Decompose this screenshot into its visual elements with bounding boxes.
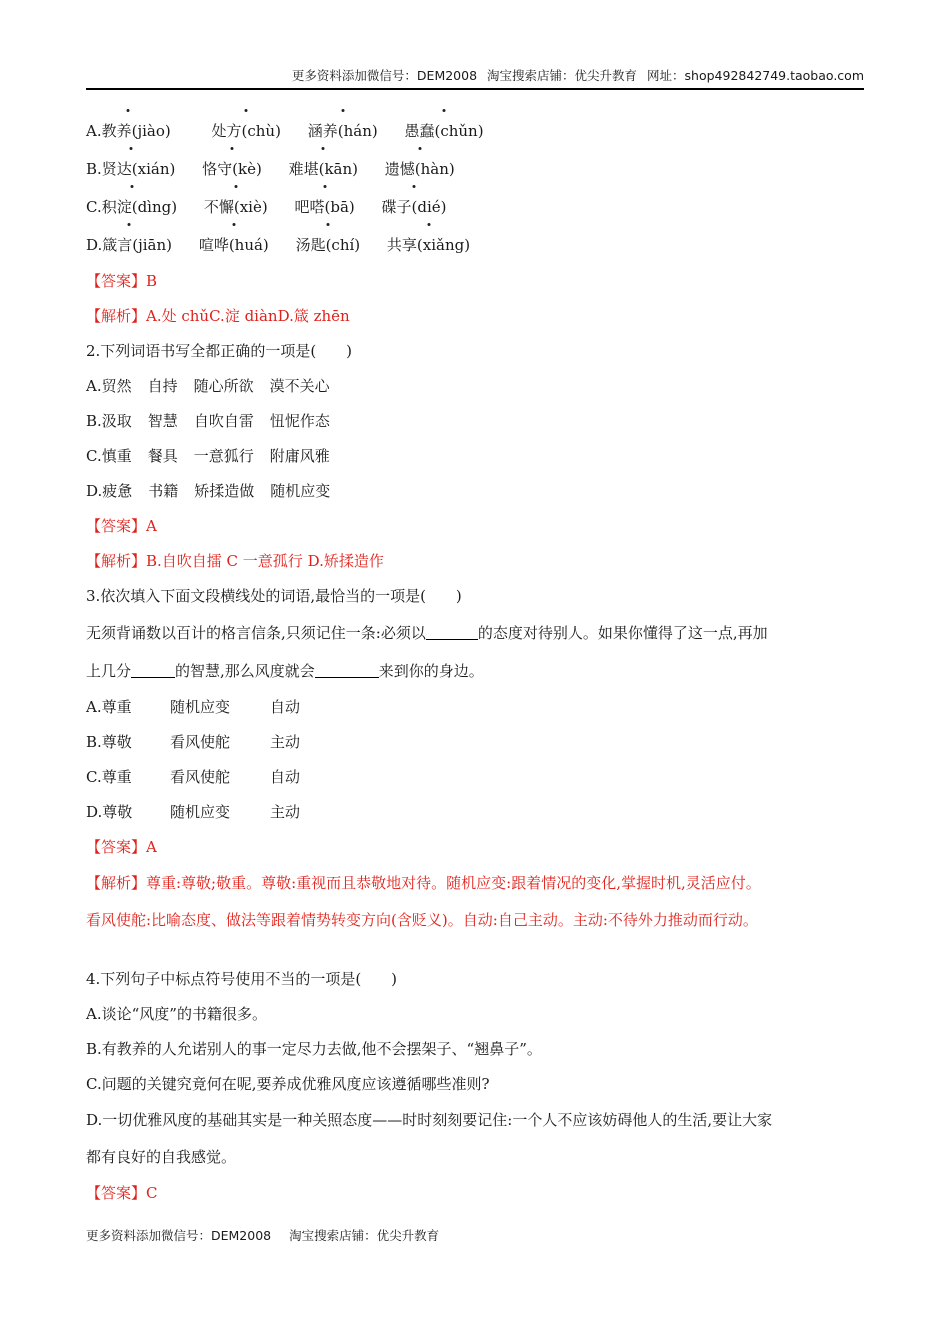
q3-option-a [86, 690, 866, 725]
q4-option-a: A.谈论“风度”的书籍很多。 [86, 1005, 267, 1023]
q1-b-word-2: 恪守(kè) [202, 150, 262, 188]
q2-a-1: A.贸然 [86, 377, 132, 395]
q1-option-b [86, 150, 866, 188]
q3-passage-part-4: 的智慧,那么风度就会 [175, 662, 315, 680]
q2-option-b [86, 404, 866, 439]
q2-a-3: 随心所欲 [193, 377, 254, 395]
q1-b-word-1: B.贤达(xián) [86, 150, 175, 188]
q3-option-d [86, 795, 866, 830]
q3-b-3: 主动 [270, 733, 301, 751]
q4-question: 4.下列句子中标点符号使用不当的一项是( ) [86, 970, 398, 988]
q4-option-d-line-2: 都有良好的自我感觉。 [86, 1148, 237, 1166]
q2-d-4: 随机应变 [270, 482, 331, 500]
q3-b-1: B.尊敬 [86, 733, 132, 751]
q3-answer: 【答案】A [86, 838, 157, 856]
page-footer [86, 1226, 453, 1244]
q3-a-3: 自动 [270, 698, 301, 716]
q1-c-word-3: 吧嗒(bā) [294, 188, 354, 226]
q2-option-d [86, 474, 866, 509]
q2-question: 2.下列词语书写全都正确的一项是( ) [86, 342, 353, 360]
main-content [86, 112, 866, 1211]
q2-a-2: 自持 [147, 377, 178, 395]
q3-passage-part-5: 来到你的身边。 [378, 662, 484, 680]
q2-b-3: 自吹自雷 [193, 412, 254, 430]
q3-blank-1[interactable] [426, 625, 478, 640]
q3-c-2: 看风使舵 [170, 768, 231, 786]
q3-a-2: 随机应变 [170, 698, 231, 716]
q1-c-word-2: 不懈(xiè) [204, 188, 268, 226]
q1-d-word-1: D.箴言(jiān) [86, 226, 172, 264]
q2-analysis: 【解析】B.自吹自擂 C 一意孤行 D.矫揉造作 [86, 552, 384, 570]
q1-d-word-3: 汤匙(chí) [296, 226, 361, 264]
q2-answer: 【答案】A [86, 517, 157, 535]
q3-d-2: 随机应变 [170, 803, 231, 821]
q1-answer: 【答案】B [86, 272, 158, 290]
q1-analysis: 【解析】A.处 chǔC.淀 diànD.箴 zhēn [86, 307, 350, 325]
q3-d-3: 主动 [270, 803, 301, 821]
q2-c-3: 一意狐行 [193, 447, 254, 465]
header-wechat: 更多资料添加微信号：DEM2008 [291, 68, 478, 83]
q1-a-word-3: 涵养(hán) [308, 112, 378, 150]
footer-shop: 淘宝搜索店铺：优尖升教育 [289, 1228, 440, 1243]
q4-option-d-line-1: D.一切优雅风度的基础其实是一种关照态度——时时刻刻要记住:一个人不应该妨碍他人的生活,要让大家 [86, 1111, 773, 1129]
q3-option-c [86, 760, 866, 795]
q3-passage-part-2: 的态度对待别人。如果你懂得了这一点,再加 [477, 624, 768, 642]
q1-a-word-4: 愚蠢(chǔn) [404, 112, 483, 150]
section-gap [86, 939, 866, 962]
q2-c-2: 餐具 [147, 447, 178, 465]
q2-d-3: 矫揉造做 [194, 482, 255, 500]
q3-passage [86, 614, 866, 690]
q3-passage-part-3: 上几分 [86, 662, 132, 680]
q3-c-3: 自动 [270, 768, 301, 786]
q1-b-word-3: 难堪(kān) [289, 150, 358, 188]
q3-analysis-line-1: 【解析】尊重:尊敬;敬重。尊敬:重视而且恭敬地对待。随机应变:跟着情况的变化,掌握时机,灵活应付。 [86, 874, 761, 892]
q2-d-2: 书籍 [148, 482, 179, 500]
q1-option-a [86, 112, 866, 150]
q3-analysis-line-2: 看风使舵:比喻态度、做法等跟着情势转变方向(含贬义)。自动:自己主动。主动:不待外力推动而行动。 [86, 911, 758, 929]
q3-passage-part-1: 无须背诵数以百计的格言信条,只须记住一条:必须以 [86, 624, 426, 642]
q2-c-1: C.慎重 [86, 447, 132, 465]
q2-c-4: 附庸风雅 [269, 447, 330, 465]
q1-option-d [86, 226, 866, 264]
footer-wechat: 更多资料添加微信号：DEM2008 [86, 1228, 272, 1243]
q3-question: 3.依次填入下面文段横线处的词语,最恰当的一项是( ) [86, 587, 462, 605]
q2-b-2: 智慧 [147, 412, 178, 430]
q1-c-word-1: C.积淀(dìng) [86, 188, 177, 226]
q1-a-word-1: A.教养(jiào) [86, 112, 171, 150]
q1-option-c [86, 188, 866, 226]
q4-option-c: C.问题的关键究竟何在呢,要养成优雅风度应该遵循哪些准则? [86, 1075, 490, 1093]
q4-answer: 【答案】C [86, 1184, 158, 1202]
q3-blank-3[interactable] [315, 663, 379, 678]
q3-option-b [86, 725, 866, 760]
q4-option-b: B.有教养的人允诺别人的事一定尽力去做,他不会摆架子、“翘鼻子”。 [86, 1040, 542, 1058]
q3-d-1: D.尊敬 [86, 803, 133, 821]
q2-b-4: 忸怩作态 [269, 412, 330, 430]
q1-d-word-2: 喧哗(huá) [199, 226, 269, 264]
q2-d-1: D.疲惫 [86, 482, 133, 500]
q3-a-1: A.尊重 [86, 698, 132, 716]
q2-option-a [86, 369, 866, 404]
q3-blank-2[interactable] [131, 663, 175, 678]
q1-d-word-4: 共享(xiǎng) [387, 226, 470, 264]
q2-b-1: B.汲取 [86, 412, 132, 430]
q1-a-word-2: 处方(chù) [212, 112, 281, 150]
q1-b-word-4: 遗憾(hàn) [385, 150, 455, 188]
q3-b-2: 看风使舵 [170, 733, 231, 751]
header-shop: 淘宝搜索店铺：优尖升教育 [487, 68, 638, 83]
q2-a-4: 漠不关心 [269, 377, 330, 395]
q3-c-1: C.尊重 [86, 768, 132, 786]
q1-c-word-4: 碟子(dié) [382, 188, 447, 226]
q2-option-c [86, 439, 866, 474]
page-header [86, 66, 864, 90]
header-site[interactable]: 网址：shop492842749.taobao.com [647, 68, 864, 83]
